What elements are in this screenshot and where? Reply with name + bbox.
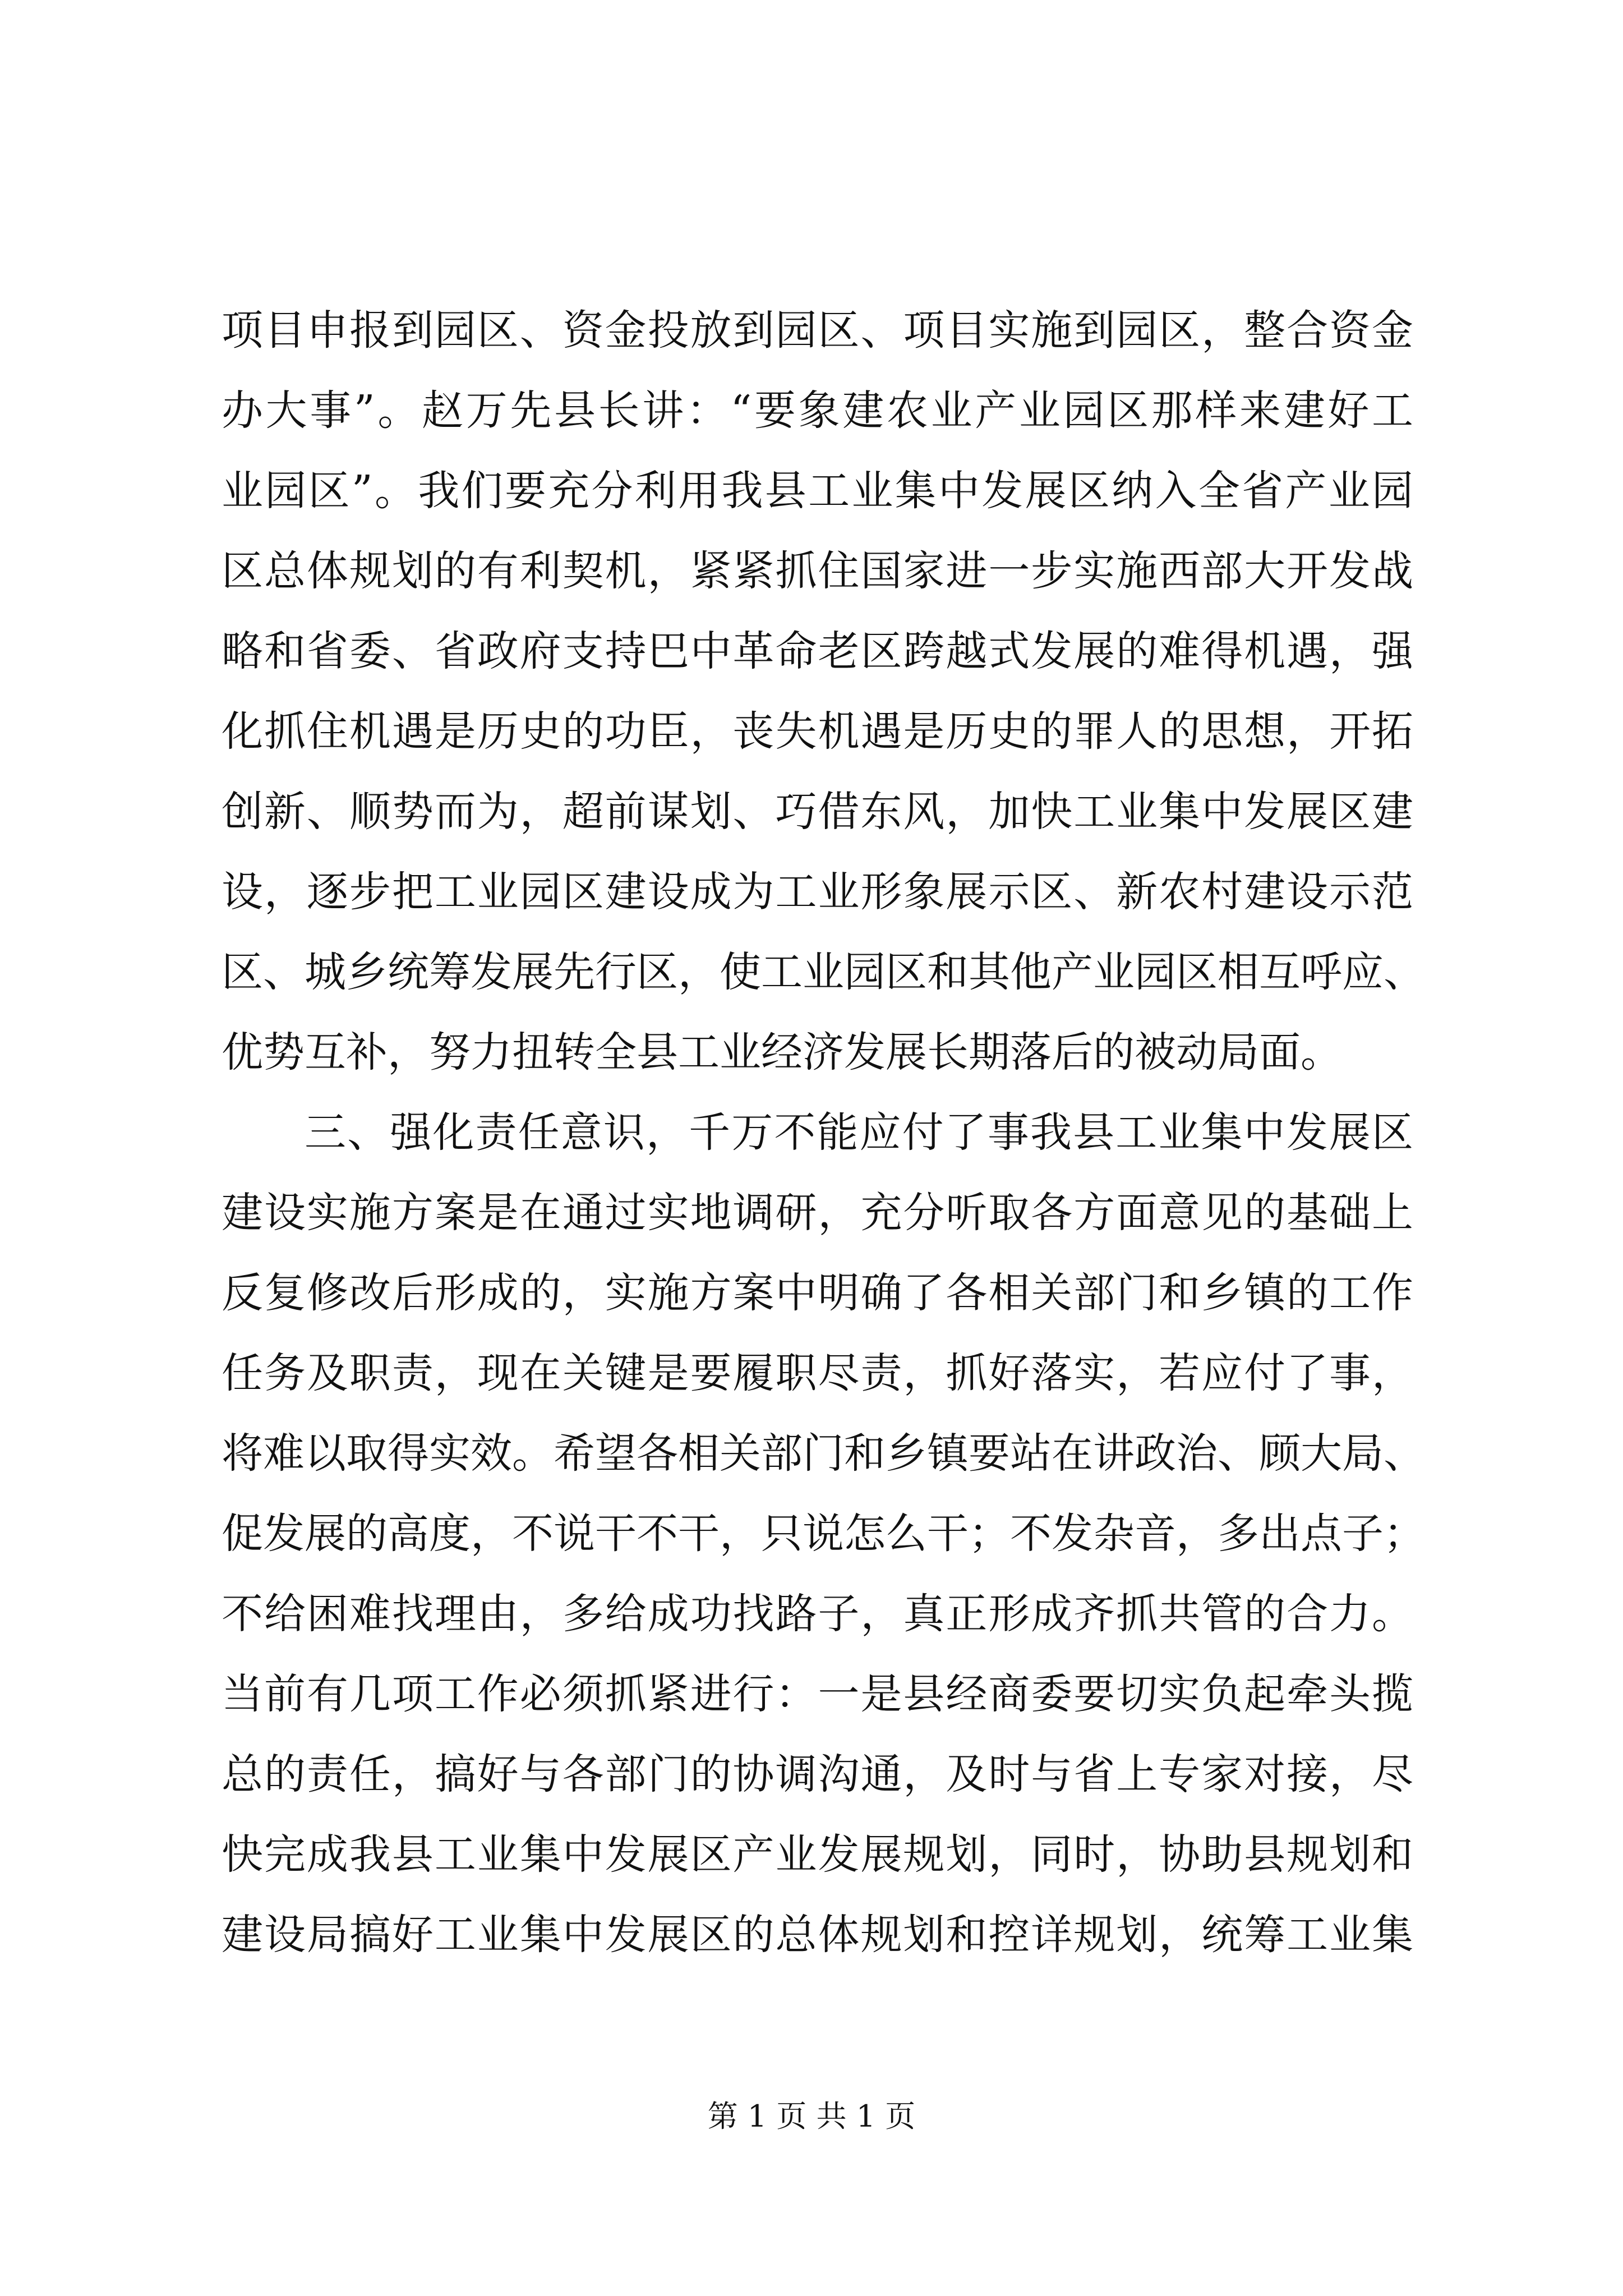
page-number-label: 第 1 页 共 1 页: [707, 2099, 916, 2134]
text-line-14: 任务及职责，现在关键是要履职尽责，抓好落实，若应付了事，: [222, 1349, 1413, 1397]
text-line-12: 建设实施方案是在通过实地调研，充分听取各方面意见的基础上: [222, 1189, 1413, 1237]
text-line-16: 促发展的高度，不说干不干，只说怎么干；不发杂音，多出点子；: [222, 1510, 1425, 1558]
text-line-5: 略和省委、省政府支持巴中革命老区跨越式发展的难得机遇，强: [222, 627, 1413, 675]
text-line-1: 项目申报到园区、资金投放到园区、项目实施到园区，整合资金: [222, 306, 1413, 355]
text-line-8: 设，逐步把工业园区建设成为工业形象展示区、新农村建设示范: [222, 868, 1413, 916]
body-text: [222, 291, 1425, 1975]
text-line-7: 创新、顺势而为，超前谋划、巧借东风，加快工业集中发展区建: [222, 788, 1413, 836]
text-line-18: 当前有几项工作必须抓紧进行：一是县经商委要切实负起牵头揽: [222, 1670, 1413, 1718]
text-line-10: 优势互补，努力扭转全县工业经济发展长期落后的被动局面。: [222, 1028, 1342, 1076]
text-line-17: 不给困难找理由，多给成功找路子，真正形成齐抓共管的合力。: [222, 1590, 1413, 1638]
text-line-9: 区、城乡统筹发展先行区，使工业园区和其他产业园区相互呼应、: [222, 948, 1425, 996]
page-footer: [0, 2097, 1623, 2136]
text-line-2: 办大事”。赵万先县长讲：“要象建农业产业园区那样来建好工: [222, 386, 1413, 435]
text-line-6: 化抓住机遇是历史的功臣，丧失机遇是历史的罪人的思想，开拓: [222, 707, 1413, 756]
text-line-11: 三、强化责任意识，千万不能应付了事我县工业集中发展区: [305, 1108, 1413, 1157]
text-line-20: 快完成我县工业集中发展区产业发展规划，同时，协助县规划和: [222, 1830, 1413, 1879]
text-line-19: 总的责任，搞好与各部门的协调沟通，及时与省上专家对接，尽: [222, 1750, 1413, 1798]
text-line-21: 建设局搞好工业集中发展区的总体规划和控详规划，统筹工业集: [222, 1911, 1413, 1959]
text-line-3: 业园区”。我们要充分利用我县工业集中发展区纳入全省产业园: [222, 467, 1413, 515]
text-line-4: 区总体规划的有利契机，紧紧抓住国家进一步实施西部大开发战: [222, 547, 1413, 595]
text-line-13: 反复修改后形成的，实施方案中明确了各相关部门和乡镇的工作: [222, 1269, 1413, 1317]
text-line-15: 将难以取得实效。希望各相关部门和乡镇要站在讲政治、顾大局、: [222, 1429, 1425, 1478]
